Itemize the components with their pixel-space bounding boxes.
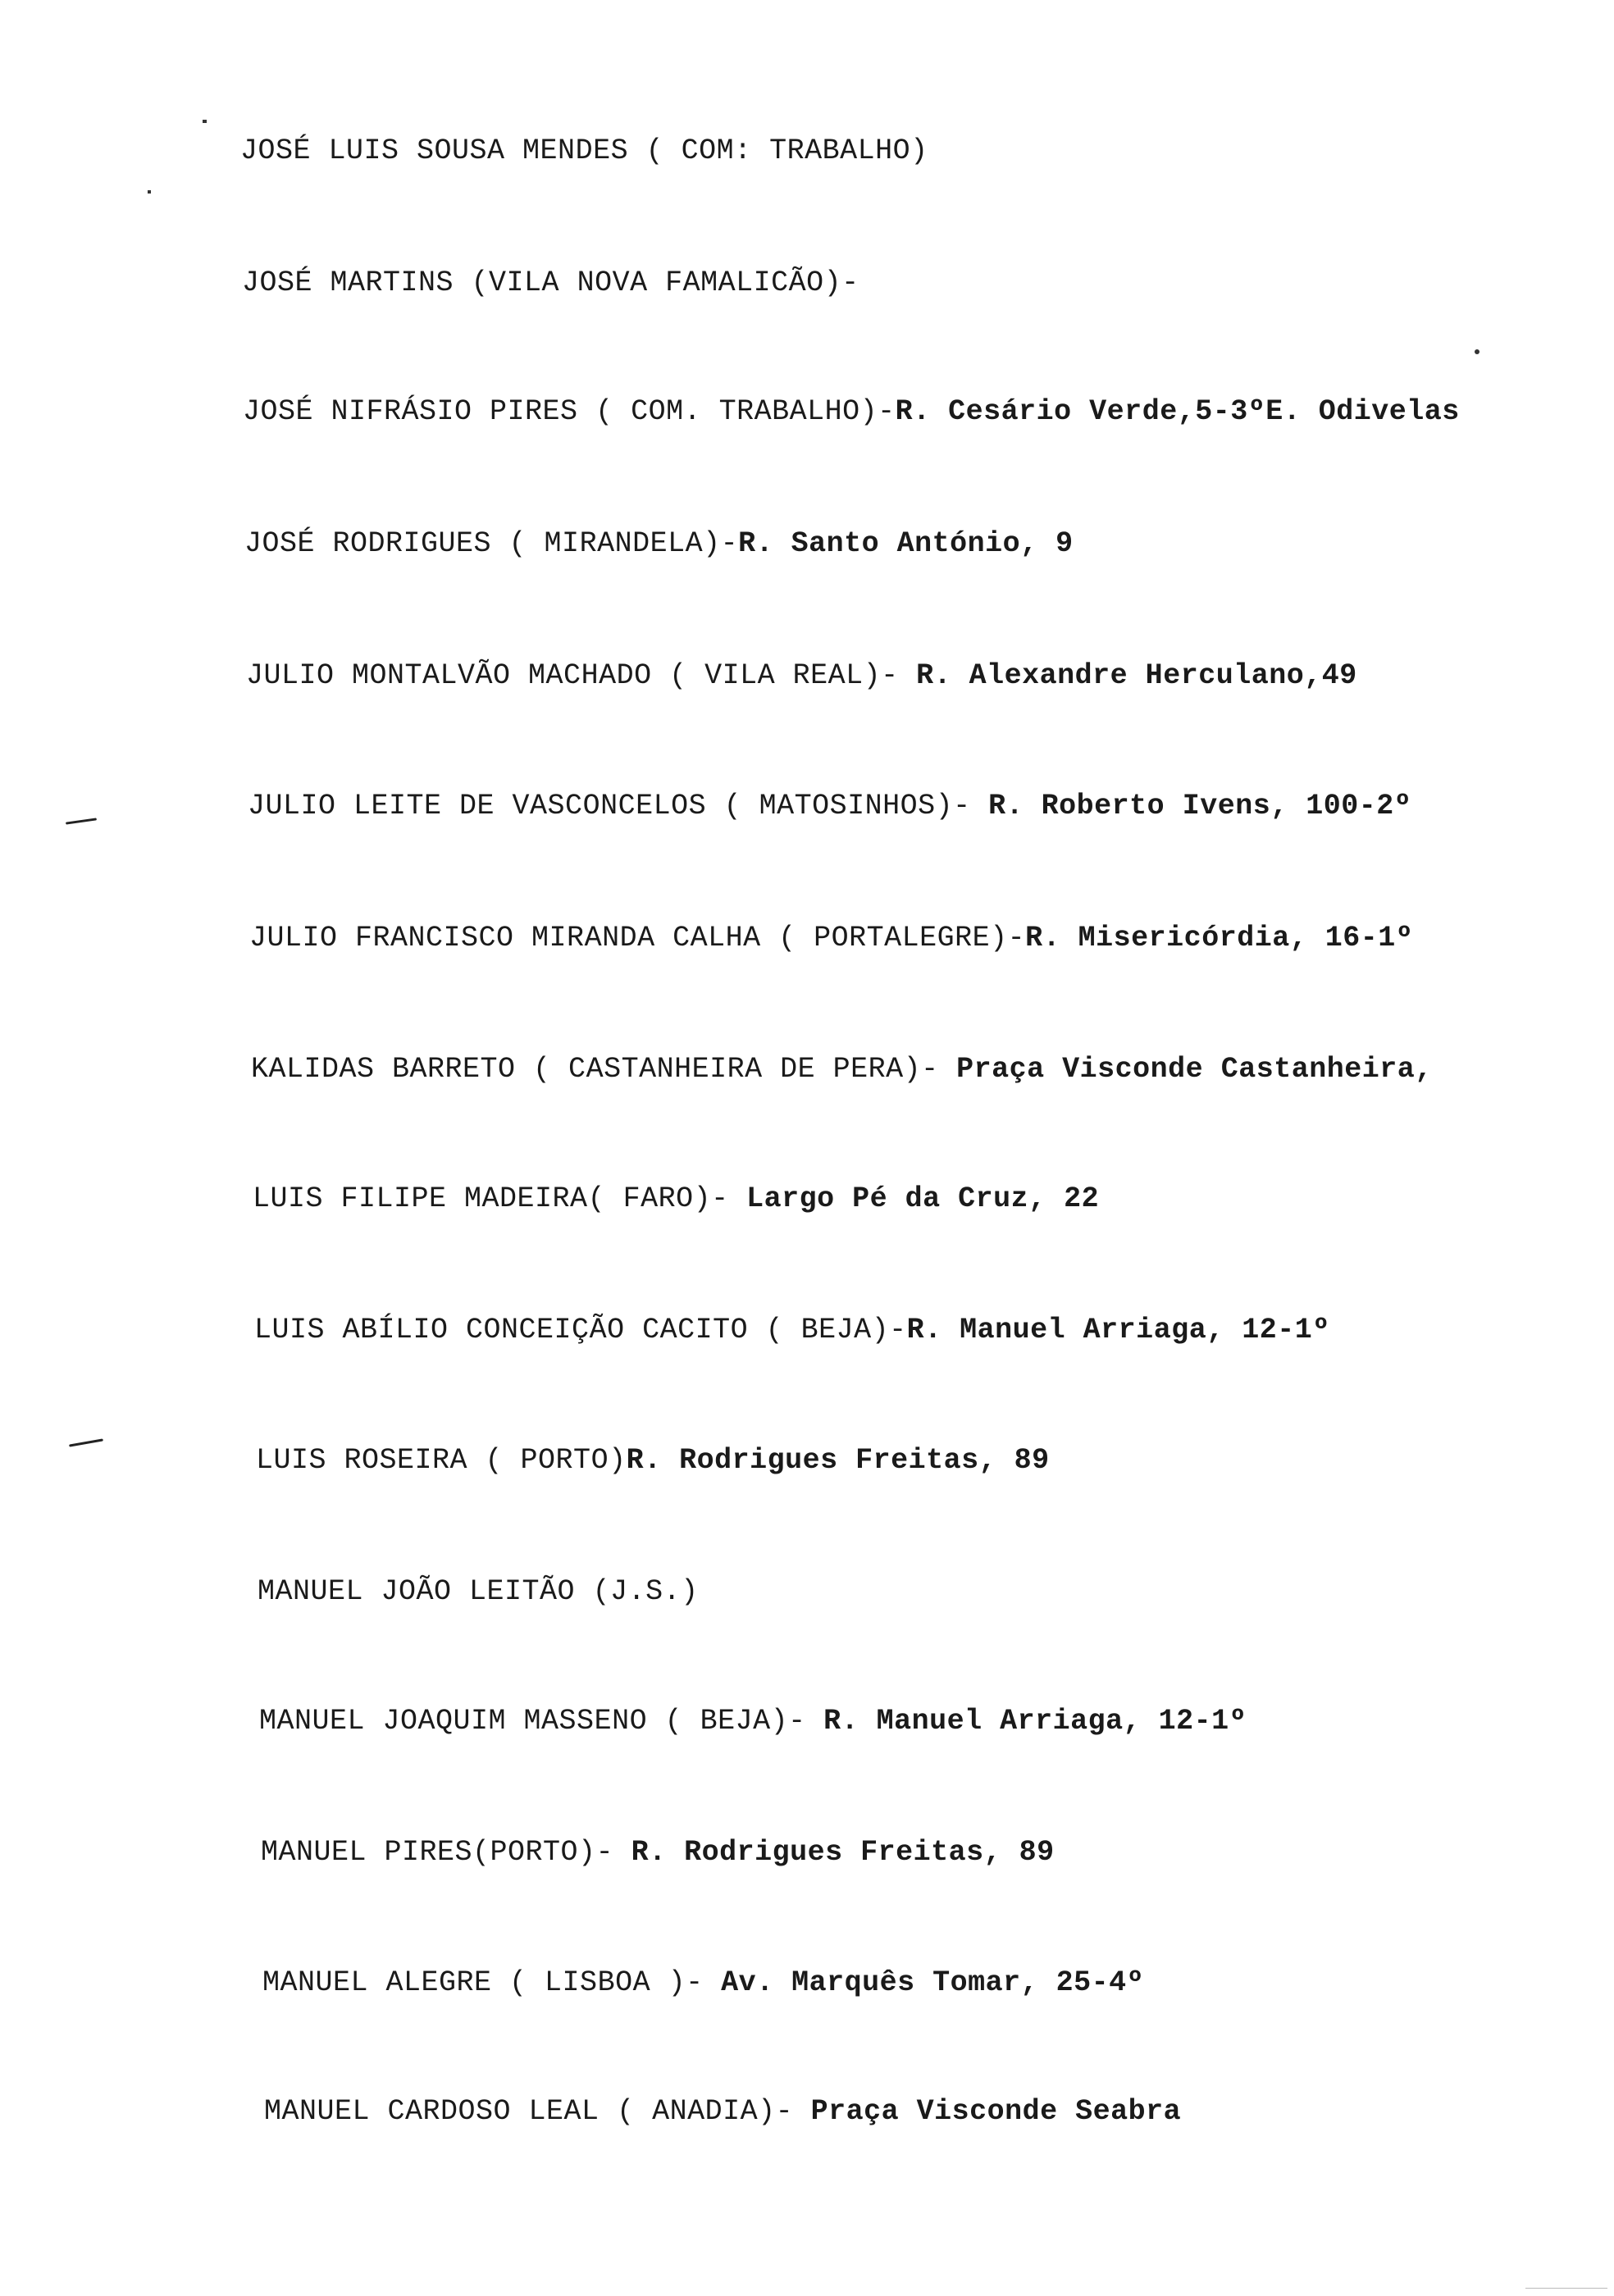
entry-address: R. Manuel Arriaga, 12-1º bbox=[823, 1705, 1247, 1738]
entry-address: Av. Marquês Tomar, 25-4º bbox=[721, 1966, 1145, 1999]
list-item bbox=[246, 658, 1357, 694]
list-item bbox=[258, 1574, 699, 1610]
list-item bbox=[249, 920, 1413, 956]
entry-name: JOSÉ MARTINS (VILA NOVA FAMALICÃO)- bbox=[242, 266, 859, 299]
entry-address: R. Rodrigues Freitas, 89 bbox=[631, 1836, 1055, 1869]
entry-name: MANUEL JOÃO LEITÃO (J.S.) bbox=[258, 1575, 699, 1608]
entry-name: JULIO MONTALVÃO MACHADO ( VILA REAL)- bbox=[246, 659, 917, 692]
entry-name: JOSÉ LUIS SOUSA MENDES ( COM: TRABALHO) bbox=[240, 134, 928, 167]
entry-name: MANUEL ALEGRE ( LISBOA )- bbox=[262, 1966, 722, 1999]
entry-address: R. Misericórdia, 16-1º bbox=[1025, 922, 1414, 954]
list-item bbox=[244, 526, 1074, 562]
list-item bbox=[251, 1051, 1433, 1087]
entry-address: R. Manuel Arriaga, 12-1º bbox=[906, 1314, 1330, 1346]
entry-name: MANUEL JOAQUIM MASSENO ( BEJA)- bbox=[259, 1705, 824, 1738]
entry-address: R. Alexandre Herculano,49 bbox=[916, 659, 1357, 692]
list-item bbox=[262, 1965, 1144, 2001]
list-item bbox=[253, 1181, 1099, 1217]
entry-address: R. Santo António, 9 bbox=[738, 527, 1074, 560]
entry-address: Praça Visconde Seabra bbox=[810, 2095, 1182, 2128]
list-item bbox=[243, 394, 1460, 430]
list-item bbox=[254, 1312, 1330, 1348]
entry-name: JOSÉ RODRIGUES ( MIRANDELA)- bbox=[244, 527, 739, 560]
entry-name: MANUEL CARDOSO LEAL ( ANADIA)- bbox=[264, 2095, 811, 2128]
entry-name: LUIS FILIPE MADEIRA( FARO)- bbox=[253, 1182, 747, 1215]
entry-name: JULIO LEITE DE VASCONCELOS ( MATOSINHOS)- bbox=[248, 790, 989, 822]
margin-mark bbox=[66, 818, 97, 824]
entry-name: JOSÉ NIFRÁSIO PIRES ( COM. TRABALHO)- bbox=[243, 395, 896, 428]
scan-speck bbox=[148, 190, 151, 194]
list-item bbox=[259, 1703, 1247, 1739]
entry-address: R. Roberto Ivens, 100-2º bbox=[988, 790, 1412, 822]
entry-address: R. Cesário Verde,5-3ºE. Odivelas bbox=[895, 395, 1460, 428]
entry-name: KALIDAS BARRETO ( CASTANHEIRA DE PERA)- bbox=[251, 1053, 957, 1086]
scan-speck bbox=[203, 120, 207, 123]
scan-speck bbox=[1475, 349, 1480, 354]
list-item bbox=[264, 2093, 1181, 2130]
list-item bbox=[242, 265, 859, 301]
margin-mark bbox=[69, 1438, 103, 1446]
entry-name: LUIS ROSEIRA ( PORTO) bbox=[256, 1444, 627, 1477]
entry-name: JULIO FRANCISCO MIRANDA CALHA ( PORTALEGRE)- bbox=[249, 922, 1026, 954]
entry-address: R. Rodrigues Freitas, 89 bbox=[626, 1444, 1050, 1477]
entry-address: Largo Pé da Cruz, 22 bbox=[746, 1182, 1100, 1215]
list-item bbox=[248, 788, 1411, 824]
list-item bbox=[261, 1834, 1055, 1870]
entry-name: MANUEL PIRES(PORTO)- bbox=[261, 1836, 631, 1869]
list-item bbox=[240, 133, 928, 169]
entry-address: Praça Visconde Castanheira, bbox=[956, 1053, 1433, 1086]
entry-name: LUIS ABÍLIO CONCEIÇÃO CACITO ( BEJA)- bbox=[254, 1314, 907, 1346]
list-item bbox=[256, 1442, 1050, 1478]
scan-edge bbox=[1525, 2288, 1607, 2289]
